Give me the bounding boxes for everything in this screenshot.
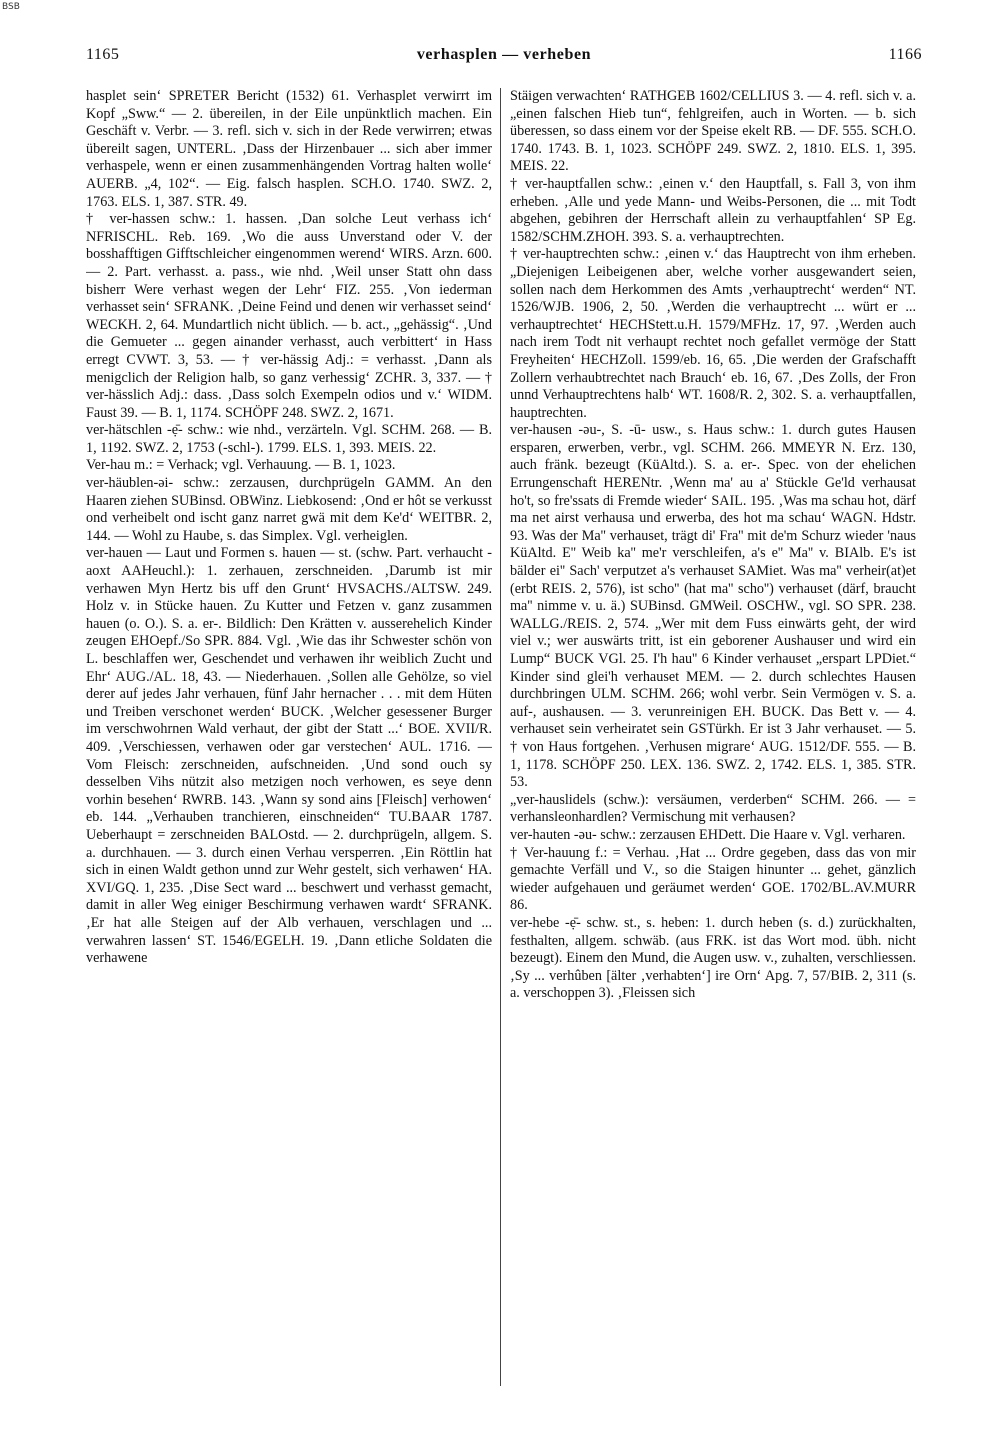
page-header bbox=[86, 46, 922, 70]
left-column bbox=[86, 88, 492, 1418]
library-stamp: BSB bbox=[2, 2, 20, 12]
entry-verhauptrechten: † ver-hauptrechten schw.: ‚einen v.‘ das Hauptrecht von ihm erheben. „Diejenigen Leibeigenen aber, welche vorher ausgewandert seien, sollen nach dem Herkommen des Amts ‚verhauptrecht‘ werden“ NT. 1526/WJB. 1906, 2, 50. ‚Werden die verhauptrecht ... würt er ... verhauptrechtet‘ HECHStett.u.H. 1579/MFHz. 17, 97. ‚Werden auch nach irem Todt nit verhaupt rechtet noch gefallet vermöge der Statt Freyheiten‘ HECHZoll. 1599/eb. 16, 65. ‚Die werden der Grafschafft Zollern verhaubtrechtet nach Brauch‘ eb. 16, 67. ‚Des Zolls, der Fron unnd Verhauptrechtens halb‘ WT. 1608/R. 2, 302. S. a. verhauptfallen, hauptrechten. bbox=[510, 246, 916, 421]
entry-verhauen: ver-hauen — Laut und Formen s. hauen — st. (schw. Part. verhaucht -aoxt AAHeuchl.): 1. zerhauen, zerschneiden. ‚Darumb ist mir verhawen Myn Hertz bis uff den Grunt‘ HVSACHS./ALTSW. 249. Holz v. in Stücke hauen. Zu Kutter und Fetzen v. ganz zusammen hauen (o. O.). S. a. er-. Bildlich: Den Krätten v. ausserehelich Kinder zeugen EHOepf./So SPR. 884. Vgl. ‚Wie das ihr Schwester schön von L. beschlaffen wer, Geschendet und verhawen ihr weiblich Zucht und Ehr‘ AUG./AL. 18, 43. — Niederhauen. ‚Sollen alle Gehölze, so viel derer auf jedes Jahr verhauen, fünf Jahr hernacher . . . mit dem Hüten und Treiben verschonet werden‘ BUCK. ‚Welcher gesessener Burger im verschwohrnen Wald verhaut, der gibt der Statt ...‘ BOE. XVII/R. 409. ‚Verschiessen, verhawen oder gar verstechen‘ AUL. 1716. — Vom Fleisch: zerschneiden, aufschneiden. ‚Und sond ouch sy desselben Vihs nützit also metzigen noch verhowen, es seye denn vorhin besehen‘ RWRB. 143. ‚Wann sy sond ains [Fleisch] verhowen‘ eb. 144. „Verhauben tranchieren, einschneiden“ TU.BAAR 1787. Ueberhaupt = zerschneiden BALOstd. — 2. durchprügeln, allgem. S. a. durchhauen. — 3. durch einen Verhau versperren. ‚Ein Röttlin hat sich in einen Waldt gethon unnd zur Wehr gestelt, sich verhawen‘ HA. XVI/GQ. 1, 235. ‚Dise Sect ward ... beschwert und verhasst gemacht, damit in aller Weg einiger Beschirmung verhawen wardt‘ SFRANK. ‚Er hat alle Steigen auf der Alb verhauen, verschlagen und ... verwahren lassen‘ ST. 1546/EGELH. 19. ‚Dann etliche Soldaten die verhawene bbox=[86, 545, 492, 967]
running-title: verhasplen — verheben bbox=[416, 46, 592, 63]
entry-verhassen: † ver-hassen schw.: 1. hassen. ‚Dan solche Leut verhass ich‘ NFRISCHL. Reb. 169. ‚Wo die auss Unverstand oder V. der bosshafftigen Gifftschleicher eingenommen werend‘ WIRS. Arzn. 600. — 2. Part. verhasst. a. pass., wie nhd. ‚Weil unser Statt ohn dass bisherr Were verhast wegen der Lehr‘ FIZ. 255. ‚Von iederman verhasset sein‘ SFRANK. ‚Deine Feind und denen wir verhasset seind‘ WECKH. 2, 64. Mundartlich nicht üblich. — b. act., „gehässig“. ‚Und die Gemueter ... gegen ainander verhasst, auch verbittert‘ in Hass erregt CVWT. 3, 53. — † ver-hässig Adj.: = verhasst. ‚Dann als menigclich der Religion halb, so ganz verhessig‘ ZCHR. 3, 337. — † ver-hässlich Adj.: dass. ‚Dass solch Exempeln odios und v.‘ WIDM. Faust 39. — B. 1, 1174. SCHÖPF 248. SWZ. 2, 1671. bbox=[86, 211, 492, 421]
entry-verhaeublen: ver-häublen-əi- schw.: zerzausen, durchprügeln GAMM. An den Haaren ziehen SUBinsd. OBWinz. Liebkosend: ‚Ond er hôt se verkusst ond verheibelt ond ischt ganz narret gwä mit dem Ke'd‘ WEITBR. 2, 144. — Wohl zu Haube, s. das Simplex. Vgl. verheiglen. bbox=[86, 475, 492, 544]
entry-verhauten: ver-hauten -əu- schw.: zerzausen EHDett. Die Haare v. Vgl. verharen. bbox=[510, 826, 906, 843]
right-paragraph-1: Stäigen verwachten‘ RATHGEB 1602/CELLIUS 3. — 4. refl. sich v. a. „einen falschen Hieb tun“, fehlgreifen, auch in Worten. — b. sich überessen, so dass einem vor der Speise ekelt RB. — DF. 555. SCH.O. 1740. 1743. B. 1, 1023. SCHÖPF 249. SWZ. 2, 1810. ELS. 1, 395. MEIS. 22. bbox=[510, 88, 916, 175]
entry-verhebe: ver-hebe -ẹ̄- schw. st., s. heben: 1. durch heben (s. d.) zurückhalten, festhalten, allgem. schwäb. (aus FRK. ist das Wort mod. übh. nicht bezeugt). Einem den Mund, die Augen usw. v., zuhalten, verschliessen. ‚Sy ... verhûben [älter ‚verhabten‘] ire Orn‘ Apg. 7, 57/BIB. 2, 311 (s. a. verschoppen 3). ‚Fleissen sich bbox=[510, 914, 916, 1002]
entry-verhauung: † Ver-hauung f.: = Verhau. ‚Hat ... Ordre gegeben, dass das von mir gemachte Verfäll und V., so die Staigen hinunter ... gehet, gänzlich wieder aufgehauen und geräumet werden‘ GOE. 1702/BL.AV.MURR 86. bbox=[510, 844, 916, 914]
entry-verhausen: ver-hausen -əu-, S. -ū- usw., s. Haus schw.: 1. durch gutes Hausen ersparen, erwerben, verbr., vgl. SCHM. 266. MMEYR N. Erz. 130, auch fränk. bezeugt (KüAltd.). S. a. er-. Spec. von der ehelichen Errungenschaft HERENtr. ‚Wenn ma' au a' Stückle Ge'ld verhausat ho't, so fre'ssats di Fremde wieder‘ SAIL. 195. ‚Was ma schau hot, därf ma net airst verhausa und erwerba, des hot ma schau‘ WAGN. Hdstr. 93. Was der Ma'' verhauset, trägt di' Fra'' mit de'm Schurz wieder 'naus KüAltd. E'' Weib ka'' me'r verschleifen, a's e'' Ma'' v. BIAlb. E's ist bälder ei'' Sach' verputzet a's verhauset SAMiet. Was ma'' verheir(at)et (erbt REIS. 2, 576), ist scho'' (hat ma'' scho'') verhauset (därf, braucht ma'' nimme v. u. ä.) SUBinsd. GMWeil. OSCHW., vgl. SO SPR. 238. WALLG./REIS. 2, 574. „Wer mit dem Fuss einwärts geht, der wird viel v.; wer auswärts tritt, ist ein geborener Aushauser und wird ein Lump“ BUCK VGl. 25. I'h hau'' 6 Kinder verhauset „erspart LPDiet.“ Kinder sind glei'h verhauset MEM. — 2. durch schlechtes Hausen durchbringen ULM. SCHM. 266; wohl verbr. Sein Vermögen v. S. a. auf-, aushausen. — 3. verunreinigen EH. BUCK. Das Bett v. — 4. verhauset sein verheiratet sein GSTürkh. Er ist 3 Jahr verhauset. — 5. † von Haus fortgehen. ‚Verhusen migrare‘ AUG. 1512/DF. 555. — B. 1, 1178. SCHÖPF 250. LEX. 136. SWZ. 2, 1742. ELS. 1, 385. STR. 53. bbox=[510, 422, 916, 791]
entry-verhaetschlen: ver-hätschlen -ẹ̄- schw.: wie nhd., verzärteln. Vgl. SCHM. 268. — B. 1, 1192. SWZ. 2, 1753 (-schl-). 1799. ELS. 1, 393. MEIS. 22. bbox=[86, 422, 492, 456]
entry-verhau: Ver-hau m.: = Verhack; vgl. Verhauung. — B. 1, 1023. bbox=[86, 457, 396, 474]
left-paragraph-1: hasplet sein‘ SPRETER Bericht (1532) 61. Verhasplet verwirrt im Kopf „Sww.“ — 2. übereilen, in der Eile unpünktlich machen. Ein Geschäft v. Verbr. — 3. refl. sich v. sich in der Rede verwirren; etwas übereilt sagen, UNTERL. ‚Dass der Hirzenbauer ... sich aber immer verhaspele, wenn er einen zusammenhängenden Vortrag halten wolle‘ AUERB. „4, 102“. — Eig. falsch hasplen. SCH.O. 1740. SWZ. 2, 1763. ELS. 1, 387. STR. 49. bbox=[86, 88, 492, 210]
entry-verhauslidels: „ver-hauslidels (schw.): versäumen, verderben“ SCHM. 266. — = verhansleonhardlen? Vermischung mit verhausen? bbox=[510, 791, 916, 826]
column-divider bbox=[500, 88, 501, 1386]
left-page-number: 1165 bbox=[86, 46, 120, 63]
entry-verhauptfallen: † ver-hauptfallen schw.: ‚einen v.‘ den Hauptfall, s. Fall 3, von ihm erheben. ‚Alle und yede Mann- und Weibs-Personen, die ... mit Todt abgehen, gebihren der Herrschaft allein zu verhauptfahlen‘ SP Eg. 1582/SCHM.ZHOH. 393. S. a. verhauptrechten. bbox=[510, 175, 916, 245]
right-page-number: 1166 bbox=[888, 46, 922, 63]
right-column bbox=[510, 88, 916, 1418]
